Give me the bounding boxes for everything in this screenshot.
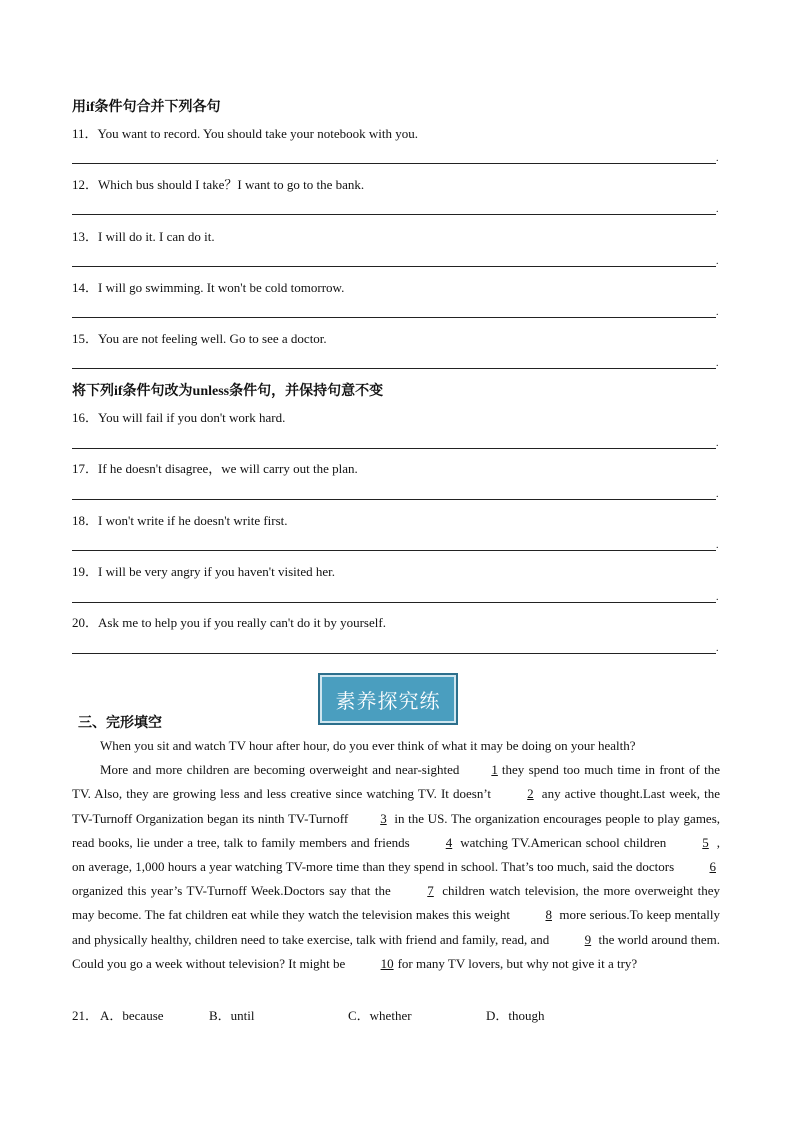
answer-line-15[interactable] xyxy=(72,368,716,369)
question-20 xyxy=(72,612,386,631)
question-number: 19． xyxy=(72,564,99,579)
question-13 xyxy=(72,226,215,245)
question-17 xyxy=(72,458,358,477)
passage-text: , on average, 1,000 hours a year watching TV-more time than they spend in school. That’s too much, said the doctors xyxy=(72,834,721,875)
line-end-period: . xyxy=(716,307,719,318)
answer-line-19[interactable] xyxy=(72,602,716,603)
passage-text: for many TV lovers, but why not give it a try? xyxy=(397,955,638,971)
question-number: 11． xyxy=(72,126,98,141)
line-end-period: . xyxy=(716,489,719,500)
question-text: Which bus should I take？I want to go to the bank. xyxy=(98,177,365,192)
answer-line-13[interactable] xyxy=(72,266,716,267)
line-end-period: . xyxy=(716,540,719,551)
cloze-blank-1[interactable]: 1 xyxy=(491,762,498,778)
passage-text: organized this year’s TV-Turnoff Week.Doctors say that the xyxy=(72,883,391,899)
section-heading-cloze: 三、完形填空 xyxy=(78,716,162,731)
line-end-period: . xyxy=(716,643,719,654)
question-number: 12． xyxy=(72,177,99,192)
cloze-blank-3[interactable]: 3 xyxy=(380,810,387,826)
question-12 xyxy=(72,174,364,193)
question-text: You are not feeling well. Go to see a doctor. xyxy=(98,331,327,346)
question-text: Ask me to help you if you really can't do it by yourself. xyxy=(98,615,386,630)
question-16 xyxy=(72,407,285,426)
question-text: I will be very angry if you haven't visited her. xyxy=(98,564,336,579)
passage-text: More and more children are becoming overweight and near-sighted xyxy=(100,762,460,778)
question-text: I won't write if he doesn't write first. xyxy=(98,513,288,528)
passage-text: more serious.To keep mentally and physically healthy, children need to take exercise, talk with friend and family, read, and xyxy=(72,907,720,947)
question-15 xyxy=(72,328,327,347)
question-number: 20． xyxy=(72,615,99,630)
passage-text: the world around them. Could you go a week without television? It might be xyxy=(72,931,720,971)
answer-line-20[interactable] xyxy=(72,653,716,654)
question-number: 15． xyxy=(72,331,99,346)
question-text: You want to record. You should take your notebook with you. xyxy=(97,126,418,141)
question-11 xyxy=(72,123,418,142)
question-text: I will go swimming. It won't be cold tomorrow. xyxy=(98,280,345,295)
cloze-blank-4[interactable]: 4 xyxy=(445,834,453,850)
cloze-blank-8[interactable]: 8 xyxy=(545,907,552,923)
line-end-period: . xyxy=(716,358,719,369)
question-number: 18． xyxy=(72,513,99,528)
question-14 xyxy=(72,277,344,296)
option-a[interactable]: A．because xyxy=(100,1008,164,1023)
question-text: If he doesn't disagree，we will carry out the plan. xyxy=(98,461,358,476)
question-19 xyxy=(72,561,335,580)
question-number: 17． xyxy=(72,461,99,476)
cloze-blank-7[interactable]: 7 xyxy=(427,883,434,899)
passage-text: they spend too much time in front of the TV. Also, they are growing less and less creative since watching TV. It doesn’t xyxy=(72,762,721,802)
passage-paragraph-2 xyxy=(72,758,720,976)
option-b[interactable]: B．until xyxy=(209,1008,255,1023)
answer-line-14[interactable] xyxy=(72,317,716,318)
question-text: You will fail if you don't work hard. xyxy=(98,410,286,425)
question-number: 13． xyxy=(72,229,99,244)
cloze-blank-2[interactable]: 2 xyxy=(527,786,534,802)
question-number: 16． xyxy=(72,410,99,425)
passage-text: children watch television, the more overweight they may become. The fat children eat while they watch the television makes this weight xyxy=(72,883,721,923)
option-d[interactable]: D．though xyxy=(486,1008,545,1023)
question-number: 21． xyxy=(72,1008,99,1023)
question-18 xyxy=(72,510,288,529)
answer-line-17[interactable] xyxy=(72,499,716,500)
answer-line-11[interactable] xyxy=(72,163,716,164)
cloze-blank-6[interactable]: 6 xyxy=(709,859,716,875)
passage-text: in the US. The organization encourages people to play games, read books, lie under a tree, talk to family members and friends xyxy=(72,810,721,850)
line-end-period: . xyxy=(716,256,719,267)
question-text: I will do it. I can do it. xyxy=(98,229,215,244)
line-end-period: . xyxy=(716,204,719,215)
question-number: 14． xyxy=(72,280,99,295)
section-banner: 素养探究练 xyxy=(318,673,458,725)
option-c[interactable]: C．whether xyxy=(348,1008,412,1023)
passage-paragraph-1: When you sit and watch TV hour after hour, do you ever think of what it may be doing on your health? xyxy=(100,738,636,753)
line-end-period: . xyxy=(716,592,719,603)
cloze-passage xyxy=(72,734,720,976)
passage-text: any active thought.Last week, the TV-Turnoff Organization began its ninth TV-Turnoff xyxy=(72,786,720,826)
line-end-period: . xyxy=(716,438,719,449)
cloze-blank-5[interactable]: 5 xyxy=(702,834,709,850)
answer-line-16[interactable] xyxy=(72,448,716,449)
section-heading-if-combine: 用if条件句合并下列各句 xyxy=(72,100,221,115)
cloze-blank-9[interactable]: 9 xyxy=(584,931,592,947)
passage-text: watching TV.American school children xyxy=(460,834,667,850)
answer-line-12[interactable] xyxy=(72,214,716,215)
line-end-period: . xyxy=(716,153,719,164)
section-heading-unless: 将下列if条件句改为unless条件句，并保持句意不变 xyxy=(72,384,384,399)
cloze-blank-10[interactable]: 10 xyxy=(380,955,394,971)
answer-line-18[interactable] xyxy=(72,550,716,551)
